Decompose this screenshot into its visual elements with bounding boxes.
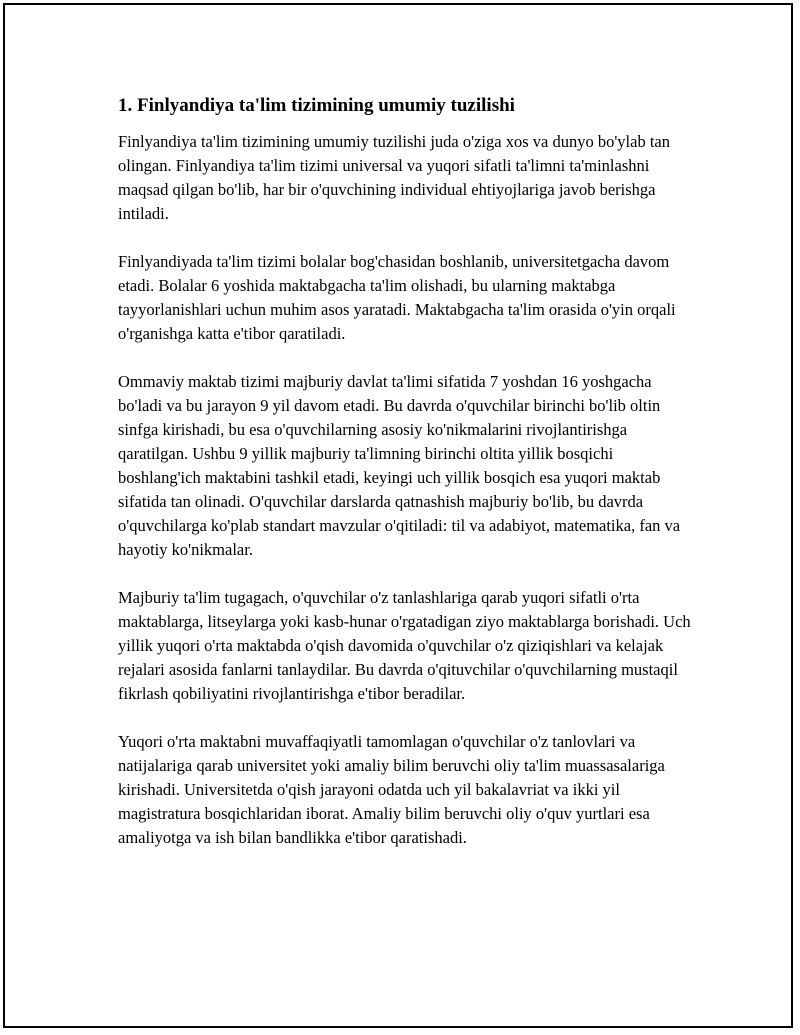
paragraph-compulsory-school: Ommaviy maktab tizimi majburiy davlat ta'limi sifatida 7 yoshdan 16 yoshgacha bo'ladi va bu jarayon 9 yil davom etadi. Bu davrda o'quvchilar birinchi bo'lib oltin sinfga kirishadi, bu esa o'quvchilarning asosiy ko'nikmalarini rivojlantirishga qaratilgan. Ushbu 9 yillik majburiy ta'limning birinchi oltita yillik bosqichi boshlang'ich maktabini tashkil etadi, keyingi uch yillik bosqich esa yuqori maktab sifatida tan olinadi. O'quvchilar darslarda qatnashish majburiy bo'lib, bu davrda o'quvchilarga ko'plab standart mavzular o'qitiladi: til va adabiyot, matematika, fan va hayotiy ko'nikmalar. xyxy=(118,372,681,559)
paragraph-higher-education: Yuqori o'rta maktabni muvaffaqiyatli tamomlagan o'quvchilar o'z tanlovlari va natijalariga qarab universitet yoki amaliy bilim beruvchi oliy ta'lim muassasalariga kirishadi. Universitetda o'qish jarayoni odatda uch yil bakalavriat va ikki yil magistratura bosqichlaridan iborat. Amaliy bilim beruvchi oliy o'quv yurtlari esa amaliyotga va ish bilan bandlikka e'tibor qaratishadi. xyxy=(118,732,665,847)
paragraph-overview: Finlyandiya ta'lim tizimining umumiy tuzilishi juda o'ziga xos va dunyo bo'ylab tan olingan. Finlyandiya ta'lim tizimi universal va yuqori sifatli ta'limni ta'minlashni maqsad qilgan bo'lib, har bir o'quvchining individual ehtiyojlariga javob berishga intiladi. xyxy=(118,132,670,223)
document-body xyxy=(118,93,698,874)
paragraph-upper-secondary: Majburiy ta'lim tugagach, o'quvchilar o'z tanlashlariga qarab yuqori sifatli o'rta maktablarga, litseylarga yoki kasb-hunar o'rgatadigan ziyo maktablarga borishadi. Uch yillik yuqori o'rta maktabda o'qish davomida o'quvchilar o'z qiziqishlari va kelajak rejalari asosida fanlarni tanlaydilar. Bu davrda o'qituvchilar o'quvchilarning mustaqil fikrlash qobiliyatini rivojlantirishga e'tibor beradilar. xyxy=(118,588,691,703)
section-heading: 1. Finlyandiya ta'lim tizimining umumiy tuzilishi xyxy=(118,95,515,116)
paragraph-preschool: Finlyandiyada ta'lim tizimi bolalar bog'chasidan boshlanib, universitetgacha davom etadi. Bolalar 6 yoshida maktabgacha ta'lim olishadi, bu ularning maktabga tayyorlanishlari uchun muhim asos yaratadi. Maktabgacha ta'lim orasida o'yin orqali o'rganishga katta e'tibor qaratiladi. xyxy=(118,252,676,343)
